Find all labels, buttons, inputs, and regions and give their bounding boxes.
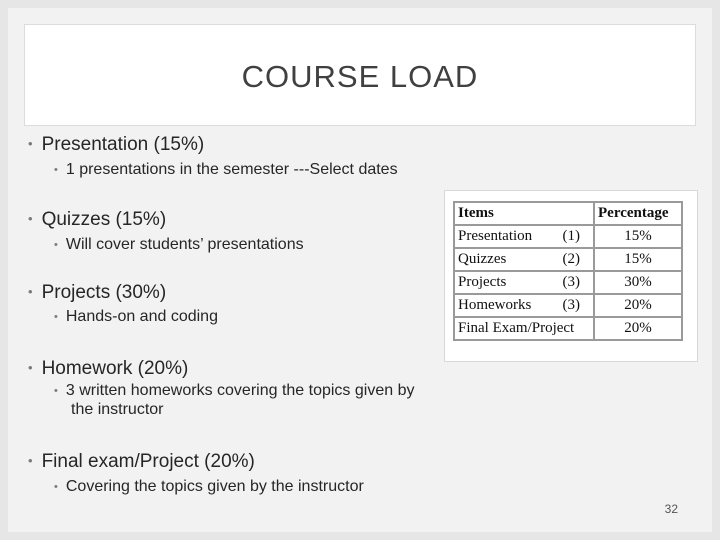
row-item: Presentation [458, 228, 533, 244]
row-count: (3) [562, 274, 580, 290]
bullet-icon: • [54, 481, 58, 493]
bullet-icon: • [54, 164, 58, 176]
slide-title: COURSE LOAD [241, 59, 479, 94]
table-row [454, 225, 682, 248]
page-number: 32 [664, 502, 678, 516]
bullet-icon: • [28, 453, 33, 468]
table-row [454, 294, 682, 317]
row-item: Quizzes [458, 251, 507, 267]
bullet-icon: • [28, 360, 33, 375]
bullet-icon: • [28, 284, 33, 299]
sub-bullet-homework: • 3 written homeworks covering the topics given by the instructor [54, 382, 415, 418]
row-percentage: 20% [594, 294, 682, 317]
bullet-icon: • [54, 239, 58, 251]
row-percentage: 20% [594, 317, 682, 340]
row-item: Projects [458, 274, 507, 290]
table-header-row [454, 202, 682, 225]
slide [8, 8, 712, 532]
grade-table [453, 201, 683, 341]
bullet-presentation: • Presentation (15%) [28, 134, 205, 155]
header-percentage: Percentage [594, 202, 682, 225]
row-percentage: 15% [594, 225, 682, 248]
bullet-icon: • [28, 211, 33, 226]
table-row [454, 317, 682, 340]
header-items: Items [454, 202, 594, 225]
bullet-final-exam: • Final exam/Project (20%) [28, 451, 255, 472]
bullet-homework: • Homework (20%) [28, 358, 189, 379]
grade-table-image [444, 190, 698, 362]
sub-bullet-projects: • Hands-on and coding [54, 308, 218, 325]
sub-bullet-quizzes: • Will cover students’ presentations [54, 236, 304, 253]
bullet-icon: • [54, 385, 58, 397]
row-count: (3) [562, 297, 580, 313]
row-percentage: 30% [594, 271, 682, 294]
table-row [454, 271, 682, 294]
sub-bullet-presentation: • 1 presentations in the semester ---Select dates [54, 161, 398, 178]
sub-bullet-final-exam: • Covering the topics given by the instructor [54, 478, 364, 495]
table-row [454, 248, 682, 271]
row-count: (2) [562, 251, 580, 267]
row-item: Final Exam/Project [458, 320, 575, 336]
bullet-projects: • Projects (30%) [28, 282, 167, 303]
bullet-quizzes: • Quizzes (15%) [28, 209, 167, 230]
bullet-icon: • [54, 311, 58, 323]
bullet-icon: • [28, 136, 33, 151]
row-percentage: 15% [594, 248, 682, 271]
row-count: (1) [562, 228, 580, 244]
row-item: Homeworks [458, 297, 532, 313]
